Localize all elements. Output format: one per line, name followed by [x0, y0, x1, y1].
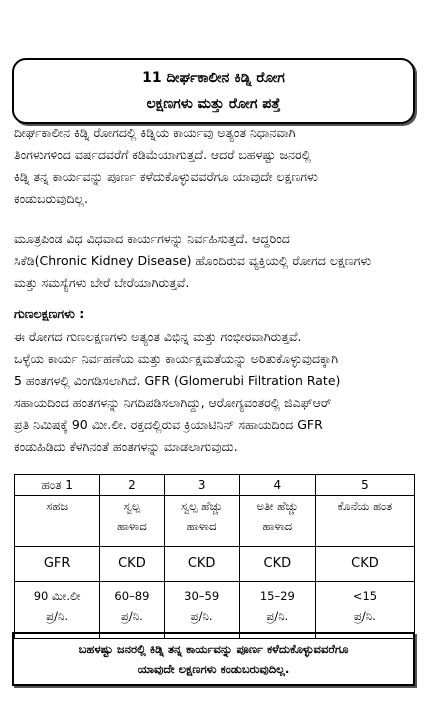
stage-range-cell — [315, 582, 414, 639]
cell-line: ಸಹಜ — [46, 499, 69, 513]
stage-code-cell: CKD — [239, 547, 315, 582]
cell-line: 15–29 — [259, 589, 295, 603]
cell-line: ಪ್ರ/ನಿ. — [46, 609, 69, 623]
ckd-stages-table — [14, 474, 415, 639]
stage-description-cell — [239, 496, 315, 547]
stage-code-cell: GFR — [15, 547, 100, 582]
stage-header-cell: 4 — [239, 475, 315, 496]
cell-line: ಪ್ರ/ನಿ. — [354, 609, 376, 623]
paragraph-line: ತಿಂಗಳುಗಳಿಂದ ವರ್ಷದವರೆಗೆ ಕಡಿಮೆಯಾಗುತ್ತದೆ. ಆದರೆ ಬಹಳಷ್ಟು ಜನರಲ್ಲಿ — [14, 147, 312, 162]
stage-range-cell — [100, 582, 164, 639]
function-paragraph — [14, 228, 416, 294]
stage-code-cell: CKD — [315, 547, 414, 582]
stage-code-cell: CKD — [100, 547, 164, 582]
cell-line: <15 — [352, 589, 378, 603]
cell-line: ಹಾಳಾದ — [186, 519, 217, 533]
cell-line: 90 ಮೀ.ಲೀ — [33, 589, 81, 603]
paragraph-line: ಮತ್ತು ಸಮಸ್ಯೆಗಳು ಬೇರೆ ಬೇರೆಯಾಗಿರುತ್ತವೆ. — [14, 275, 190, 290]
paragraph-line: ಒಳ್ಳೆಯ ಕಾರ್ಯ ನಿರ್ವಹಣೆಯ ಮತ್ತು ಕಾರ್ಯಕ್ಷಮತೆಯನ್ನು ಅರಿತುಕೊಳ್ಳುವುದಕ್ಕಾಗಿ — [14, 351, 339, 366]
stage-range-cell — [164, 582, 239, 639]
chapter-title-line-2: ಲಕ್ಷಣಗಳು ಮತ್ತು ರೋಗ ಪತ್ತೆ — [146, 96, 281, 112]
paragraph-line: ಕಂಡುಬರುವುದಿಲ್ಲ. — [14, 191, 88, 206]
chapter-title-box — [12, 58, 415, 124]
chapter-title-line-1: 11 ದೀರ್ಘಕಾಲೀನ ಕಿಡ್ನಿ ರೋಗ — [142, 70, 285, 86]
stage-header-cell: 3 — [164, 475, 239, 496]
paragraph-line: ದೀರ್ಘಕಾಲೀನ ಕಿಡ್ನಿ ರೋಗದಲ್ಲಿ ಕಿಡ್ನಿಯ ಕಾರ್ಯವು ಅತ್ಯಂತ ನಿಧಾನವಾಗಿ — [14, 125, 296, 140]
stage-header-cell: ಹಂತ 1 — [15, 475, 100, 496]
stage-code-cell: CKD — [164, 547, 239, 582]
table-code-row — [15, 547, 415, 582]
cell-line: 30–59 — [184, 589, 220, 603]
stage-header-cell: 5 — [315, 475, 414, 496]
table-description-row — [15, 496, 415, 547]
note-line-2: ಯಾವುದೇ ಲಕ್ಷಣಗಳು ಕಂಡುಬರುವುದಿಲ್ಲ. — [137, 662, 290, 676]
paragraph-line: ಈ ರೋಗದ ಗುಣಲಕ್ಷಣಗಳು ಅತ್ಯಂತ ವಿಭಿನ್ನ ಮತ್ತು ಗಂಭೀರವಾಗಿರುತ್ತವೆ. — [14, 329, 302, 344]
paragraph-line: ಸಿಕೆಡಿ(Chronic Kidney Disease) ಹೊಂದಿರುವ ವ್ಯಕ್ತಿಯಲ್ಲಿ ರೋಗದ ಲಕ್ಷಣಗಳು — [14, 253, 372, 268]
stage-description-cell — [15, 496, 100, 547]
cell-line: ಪ್ರ/ನಿ. — [190, 609, 213, 623]
cell-line: ಸ್ವಲ್ಪ ಹೆಚ್ಚು — [181, 499, 223, 513]
stage-description-cell — [315, 496, 414, 547]
table-range-row — [15, 582, 415, 639]
cell-line: ಪ್ರ/ನಿ. — [121, 609, 143, 623]
stage-header-cell: 2 — [100, 475, 164, 496]
paragraph-line: ಕಿಡ್ನಿ ತನ್ನ ಕಾರ್ಯವನ್ನು ಪೂರ್ಣ ಕಳೆದುಕೊಳ್ಳುವವರೆಗೂ ಯಾವುದೇ ಲಕ್ಷಣಗಳು — [14, 169, 318, 184]
paragraph-line: ಕಂಡುಹಿಡಿದು ಕೆಳಗಿನಂತೆ ಹಂತಗಳನ್ನು ಮಾಡಲಾಗುವುದು. — [14, 439, 238, 454]
paragraph-line: ಸಹಾಯದಿಂದ ಹಂತಗಳನ್ನು ನಿಗದಿಪಡಿಸಲಾಗಿದ್ದು, ಆರೋಗ್ಯವಂತರಲ್ಲಿ ಜಿಎಫ್‌ಆರ್ — [14, 395, 332, 410]
stage-range-cell — [15, 582, 100, 639]
cell-line: ಪ್ರ/ನಿ. — [266, 609, 289, 623]
table-header-row — [15, 475, 415, 496]
section-heading: ಗುಣಲಕ್ಷಣಗಳು : — [14, 306, 85, 321]
cell-line: 60–89 — [114, 589, 150, 603]
paragraph-line: ಪ್ರತಿ ನಿಮಿಷಕ್ಕೆ 90 ಮೀ.ಲೀ. ರಕ್ತದಲ್ಲಿರುವ ಕ್ರಿಯಾಟಿನಿನ್ ಸಹಾಯದಿಂದ GFR — [14, 417, 323, 432]
stage-description-cell — [100, 496, 164, 547]
cell-line: ಹಾಳಾದ — [117, 519, 147, 533]
note-line-1: ಬಹಳಷ್ಟು ಜನರಲ್ಲಿ ಕಿಡ್ನಿ ತನ್ನ ಕಾರ್ಯವನ್ನು ಪೂರ್ಣ ಕಳೆದುಕೊಳ್ಳುವವರೆಗೂ — [78, 642, 349, 656]
stage-range-cell — [239, 582, 315, 639]
stage-description-cell — [164, 496, 239, 547]
cell-line: ಕೊನೆಯ ಹಂತ — [337, 499, 393, 513]
cell-line: ಸ್ವಲ್ಪ — [123, 499, 141, 513]
paragraph-line: 5 ಹಂತಗಳಲ್ಲಿ ವಿಂಗಡಿಸಲಾಗಿದೆ. GFR (Glomerubi Filtration Rate) — [14, 373, 341, 388]
cell-line: ಅತೀ ಹೆಚ್ಚು — [256, 499, 299, 513]
intro-paragraph — [14, 122, 416, 210]
paragraph-line: ಮೂತ್ರಪಿಂಡ ವಿಧ ವಿಧವಾದ ಕಾರ್ಯಗಳನ್ನು ನಿರ್ವಹಿಸುತ್ತದೆ. ಆದ್ದರಿಂದ — [14, 231, 290, 246]
summary-note-box — [12, 632, 415, 686]
cell-line: ಹಾಳಾದ — [262, 519, 293, 533]
stages-paragraph — [14, 326, 416, 458]
